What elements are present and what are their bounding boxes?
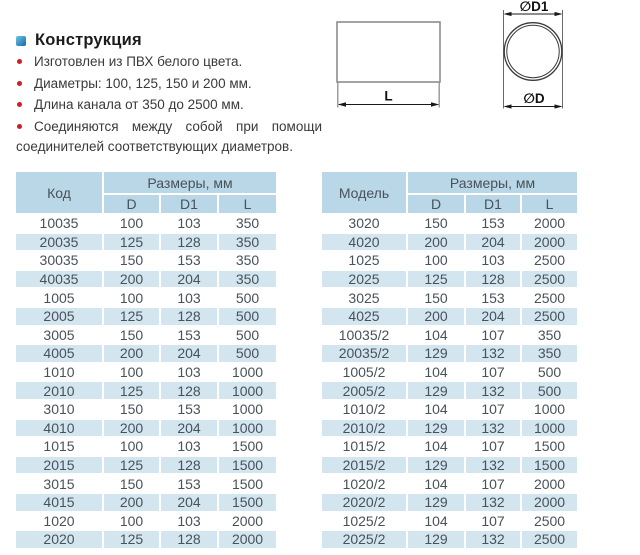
row-id-cell: 1005/2 xyxy=(322,364,406,381)
duct-side-view-diagram xyxy=(337,22,440,108)
models-size-table xyxy=(320,170,579,550)
table-row xyxy=(16,345,276,362)
size-value-cell: 104 xyxy=(408,401,464,418)
size-value-cell: 2000 xyxy=(219,513,276,530)
size-value-cell: 103 xyxy=(161,513,217,530)
size-value-cell: 1000 xyxy=(219,420,276,437)
row-id-cell: 10035 xyxy=(16,215,102,232)
size-value-cell: 125 xyxy=(104,382,159,399)
table-row xyxy=(322,308,577,325)
size-value-cell: 150 xyxy=(104,327,159,344)
table-row xyxy=(16,234,276,251)
size-value-cell: 129 xyxy=(408,457,464,474)
row-id-cell: 4010 xyxy=(16,420,102,437)
row-id-cell: 2005 xyxy=(16,308,102,325)
size-value-cell: 100 xyxy=(104,364,159,381)
size-value-cell: 153 xyxy=(161,327,217,344)
size-value-cell: 500 xyxy=(219,308,276,325)
size-value-cell: 1000 xyxy=(522,401,577,418)
row-id-cell: 3015 xyxy=(16,475,102,492)
row-id-cell: 10035/2 xyxy=(322,327,406,344)
size-value-cell: 128 xyxy=(161,531,217,548)
size-value-cell: 1500 xyxy=(219,494,276,511)
table-row xyxy=(16,252,276,269)
table-row xyxy=(16,289,276,306)
feature-bullet-list xyxy=(16,52,322,159)
size-value-cell: 204 xyxy=(161,271,217,288)
size-value-cell: 2000 xyxy=(522,234,577,251)
model-column-header: Модель xyxy=(322,172,406,213)
size-value-cell: 100 xyxy=(408,252,464,269)
duct-front-view-diagram xyxy=(504,0,563,109)
bullet-dot-icon xyxy=(17,81,22,86)
size-value-cell: 150 xyxy=(408,215,464,232)
size-value-cell: 1000 xyxy=(219,382,276,399)
d1-column-header: D1 xyxy=(466,195,520,213)
size-value-cell: 132 xyxy=(466,457,520,474)
table-row xyxy=(322,494,577,511)
size-value-cell: 103 xyxy=(161,438,217,455)
table-row xyxy=(322,327,577,344)
size-value-cell: 1500 xyxy=(219,457,276,474)
left-arrow-icon xyxy=(338,102,346,106)
l-column-header: L xyxy=(522,195,577,213)
size-value-cell: 132 xyxy=(466,494,520,511)
size-value-cell: 107 xyxy=(466,475,520,492)
size-value-cell: 129 xyxy=(408,494,464,511)
bullet-text: Длина канала от 350 до 2500 мм. xyxy=(34,97,244,112)
size-value-cell: 2500 xyxy=(522,308,577,325)
table-row xyxy=(322,382,577,399)
size-value-cell: 2500 xyxy=(522,289,577,306)
table-row xyxy=(322,289,577,306)
size-value-cell: 500 xyxy=(522,382,577,399)
size-value-cell: 2500 xyxy=(522,271,577,288)
duct-technical-drawing xyxy=(330,0,640,115)
size-value-cell: 150 xyxy=(104,401,159,418)
table-row xyxy=(322,438,577,455)
row-id-cell: 2020/2 xyxy=(322,494,406,511)
size-value-cell: 104 xyxy=(408,513,464,530)
size-value-cell: 500 xyxy=(219,289,276,306)
size-value-cell: 2000 xyxy=(219,531,276,548)
section-marker-icon xyxy=(16,36,26,46)
table-row xyxy=(322,234,577,251)
row-id-cell: 1025 xyxy=(322,252,406,269)
table-row xyxy=(16,215,276,232)
row-id-cell: 3005 xyxy=(16,327,102,344)
row-id-cell: 4025 xyxy=(322,308,406,325)
size-value-cell: 150 xyxy=(408,289,464,306)
size-value-cell: 103 xyxy=(161,215,217,232)
table-row xyxy=(16,513,276,530)
size-value-cell: 500 xyxy=(219,327,276,344)
size-value-cell: 204 xyxy=(161,345,217,362)
size-value-cell: 153 xyxy=(466,215,520,232)
left-arrow-icon xyxy=(504,104,512,108)
size-value-cell: 104 xyxy=(408,475,464,492)
size-value-cell: 100 xyxy=(104,438,159,455)
table-row xyxy=(16,308,276,325)
row-id-cell: 1015 xyxy=(16,438,102,455)
size-value-cell: 350 xyxy=(219,252,276,269)
bullet-dot-icon xyxy=(17,102,22,107)
size-value-cell: 2000 xyxy=(522,494,577,511)
row-id-cell: 20035 xyxy=(16,234,102,251)
table-row xyxy=(322,364,577,381)
size-value-cell: 129 xyxy=(408,382,464,399)
size-value-cell: 200 xyxy=(104,420,159,437)
size-value-cell: 350 xyxy=(522,345,577,362)
row-id-cell: 2010 xyxy=(16,382,102,399)
row-id-cell: 3020 xyxy=(322,215,406,232)
size-value-cell: 2500 xyxy=(522,252,577,269)
table-row xyxy=(322,271,577,288)
size-value-cell: 125 xyxy=(104,234,159,251)
size-value-cell: 132 xyxy=(466,382,520,399)
size-value-cell: 132 xyxy=(466,531,520,548)
codes-size-table xyxy=(14,170,278,550)
table-row xyxy=(322,513,577,530)
size-value-cell: 132 xyxy=(466,345,520,362)
row-id-cell: 1025/2 xyxy=(322,513,406,530)
size-value-cell: 1000 xyxy=(522,420,577,437)
size-value-cell: 125 xyxy=(104,531,159,548)
row-id-cell: 3025 xyxy=(322,289,406,306)
table-row xyxy=(16,475,276,492)
size-value-cell: 100 xyxy=(104,215,159,232)
left-arrow-icon xyxy=(504,12,512,16)
row-id-cell: 1010/2 xyxy=(322,401,406,418)
row-id-cell: 1020 xyxy=(16,513,102,530)
size-value-cell: 500 xyxy=(522,364,577,381)
bullet-dot-icon xyxy=(17,59,22,64)
size-value-cell: 200 xyxy=(408,308,464,325)
size-value-cell: 204 xyxy=(466,234,520,251)
length-dimension-label: L xyxy=(384,88,393,104)
size-value-cell: 103 xyxy=(161,289,217,306)
size-value-cell: 129 xyxy=(408,345,464,362)
row-id-cell: 2005/2 xyxy=(322,382,406,399)
size-value-cell: 125 xyxy=(408,271,464,288)
table-row xyxy=(322,475,577,492)
row-id-cell: 2020 xyxy=(16,531,102,548)
size-value-cell: 104 xyxy=(408,438,464,455)
size-value-cell: 107 xyxy=(466,401,520,418)
size-value-cell: 2500 xyxy=(522,513,577,530)
sizes-group-header: Размеры, мм xyxy=(104,172,276,193)
row-id-cell: 4005 xyxy=(16,345,102,362)
size-value-cell: 132 xyxy=(466,420,520,437)
code-column-header: Код xyxy=(16,172,102,213)
d1-column-header: D1 xyxy=(161,195,217,213)
table-row xyxy=(322,457,577,474)
table-row xyxy=(16,494,276,511)
table-row xyxy=(322,345,577,362)
size-value-cell: 1500 xyxy=(219,475,276,492)
row-id-cell: 2015 xyxy=(16,457,102,474)
row-id-cell: 2010/2 xyxy=(322,420,406,437)
size-value-cell: 153 xyxy=(466,289,520,306)
table-row xyxy=(322,531,577,548)
size-value-cell: 153 xyxy=(161,401,217,418)
size-value-cell: 1000 xyxy=(219,401,276,418)
size-value-cell: 200 xyxy=(408,234,464,251)
table-row xyxy=(322,252,577,269)
table-row xyxy=(16,438,276,455)
size-value-cell: 350 xyxy=(219,271,276,288)
size-value-cell: 204 xyxy=(466,308,520,325)
size-value-cell: 204 xyxy=(161,420,217,437)
size-value-cell: 103 xyxy=(466,252,520,269)
size-value-cell: 500 xyxy=(219,345,276,362)
right-arrow-icon xyxy=(431,102,439,106)
size-value-cell: 128 xyxy=(161,234,217,251)
size-value-cell: 200 xyxy=(104,494,159,511)
size-value-cell: 204 xyxy=(161,494,217,511)
row-id-cell: 1010 xyxy=(16,364,102,381)
size-value-cell: 200 xyxy=(104,271,159,288)
size-value-cell: 100 xyxy=(104,513,159,530)
size-value-cell: 125 xyxy=(104,308,159,325)
page-title: Конструкция xyxy=(35,31,142,49)
bullet-item xyxy=(16,74,322,95)
row-id-cell: 1015/2 xyxy=(322,438,406,455)
bullet-text: Соединяются между собой при помощи соединителей соответствующих диаметров. xyxy=(16,118,322,154)
d-column-header: D xyxy=(408,195,464,213)
bullet-item xyxy=(16,117,322,158)
size-value-cell: 107 xyxy=(466,364,520,381)
size-value-cell: 150 xyxy=(104,475,159,492)
table-row xyxy=(16,382,276,399)
size-value-cell: 104 xyxy=(408,327,464,344)
size-value-cell: 103 xyxy=(161,364,217,381)
size-value-cell: 129 xyxy=(408,531,464,548)
size-value-cell: 100 xyxy=(104,289,159,306)
size-value-cell: 128 xyxy=(161,457,217,474)
size-value-cell: 2500 xyxy=(522,531,577,548)
size-value-cell: 153 xyxy=(161,252,217,269)
bullet-item xyxy=(16,95,322,116)
size-value-cell: 1500 xyxy=(219,438,276,455)
row-id-cell: 1005 xyxy=(16,289,102,306)
table-row xyxy=(16,420,276,437)
bullet-dot-icon xyxy=(17,124,22,129)
table-row xyxy=(16,327,276,344)
size-value-cell: 350 xyxy=(219,234,276,251)
row-id-cell: 30035 xyxy=(16,252,102,269)
size-value-cell: 107 xyxy=(466,513,520,530)
size-value-cell: 1500 xyxy=(522,457,577,474)
size-value-cell: 107 xyxy=(466,327,520,344)
size-value-cell: 1500 xyxy=(522,438,577,455)
table-row xyxy=(16,364,276,381)
row-id-cell: 20035/2 xyxy=(322,345,406,362)
table-row xyxy=(322,401,577,418)
table-row xyxy=(322,420,577,437)
d-column-header: D xyxy=(104,195,159,213)
size-value-cell: 2000 xyxy=(522,215,577,232)
size-value-cell: 350 xyxy=(522,327,577,344)
section-title xyxy=(16,31,142,50)
size-value-cell: 2000 xyxy=(522,475,577,492)
outer-diameter-label: ∅D1 xyxy=(519,0,549,14)
row-id-cell: 1020/2 xyxy=(322,475,406,492)
l-column-header: L xyxy=(219,195,276,213)
size-value-cell: 153 xyxy=(161,475,217,492)
row-id-cell: 3010 xyxy=(16,401,102,418)
right-arrow-icon xyxy=(555,104,563,108)
table-row xyxy=(16,271,276,288)
table-row xyxy=(16,401,276,418)
size-value-cell: 125 xyxy=(104,457,159,474)
size-value-cell: 150 xyxy=(104,252,159,269)
size-value-cell: 1000 xyxy=(219,364,276,381)
row-id-cell: 4020 xyxy=(322,234,406,251)
size-value-cell: 128 xyxy=(161,382,217,399)
row-id-cell: 2025 xyxy=(322,271,406,288)
table-row xyxy=(16,531,276,548)
table-row xyxy=(16,457,276,474)
row-id-cell: 40035 xyxy=(16,271,102,288)
size-value-cell: 200 xyxy=(104,345,159,362)
size-value-cell: 128 xyxy=(466,271,520,288)
bullet-text: Диаметры: 100, 125, 150 и 200 мм. xyxy=(34,75,252,91)
row-id-cell: 2015/2 xyxy=(322,457,406,474)
size-value-cell: 128 xyxy=(161,308,217,325)
size-value-cell: 129 xyxy=(408,420,464,437)
sizes-group-header: Размеры, мм xyxy=(408,172,577,193)
size-value-cell: 107 xyxy=(466,438,520,455)
row-id-cell: 2025/2 xyxy=(322,531,406,548)
row-id-cell: 4015 xyxy=(16,494,102,511)
table-row xyxy=(322,215,577,232)
bullet-text: Изготовлен из ПВХ белого цвета. xyxy=(34,54,243,69)
size-value-cell: 104 xyxy=(408,364,464,381)
size-value-cell: 350 xyxy=(219,215,276,232)
right-arrow-icon xyxy=(555,12,563,16)
bullet-item xyxy=(16,52,322,73)
inner-diameter-label: ∅D xyxy=(523,91,545,106)
